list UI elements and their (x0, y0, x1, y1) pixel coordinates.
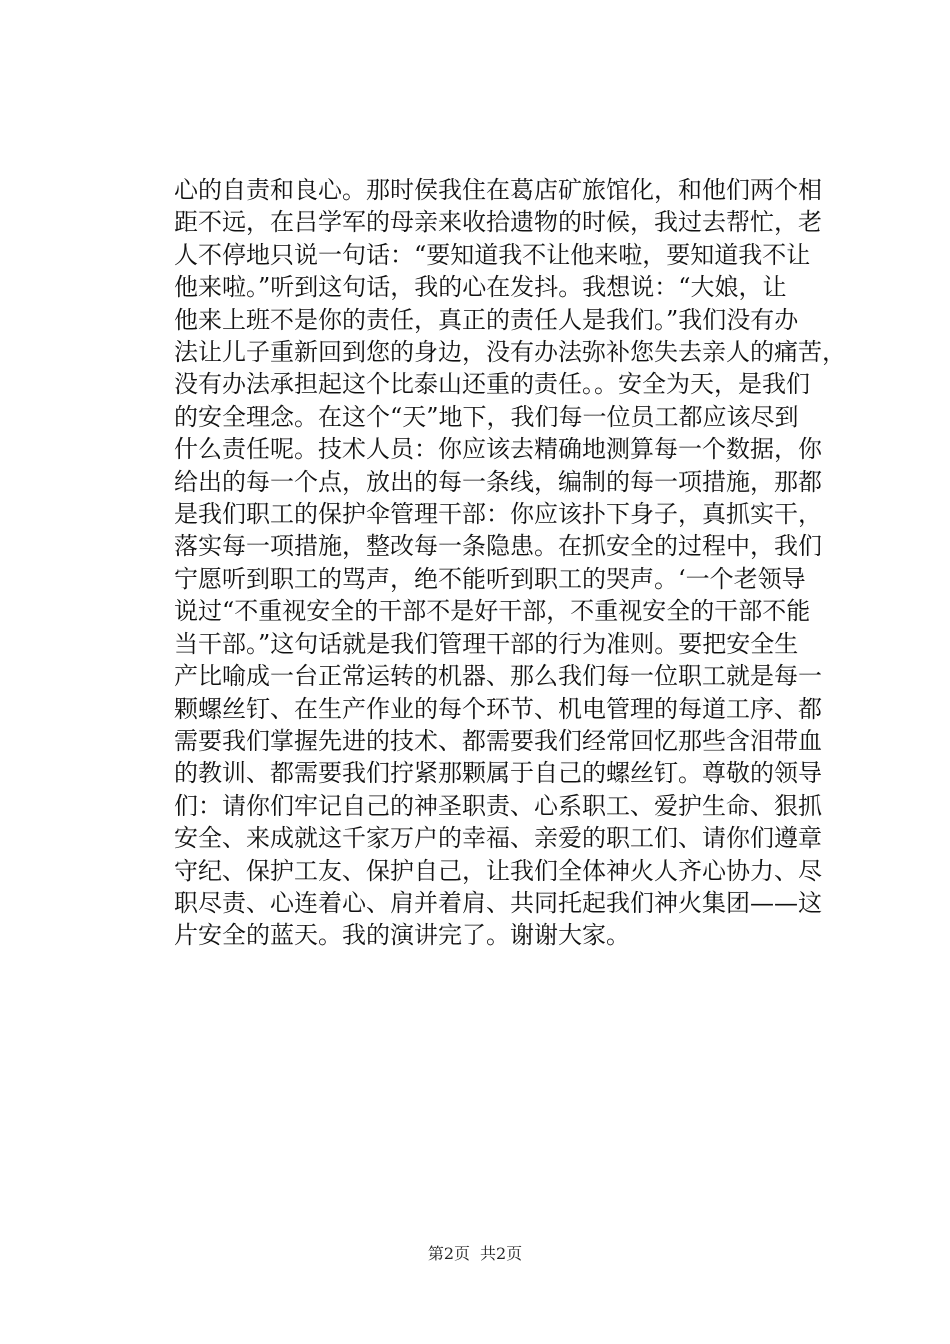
text-line: 他来上班不是你的责任，真正的责任人是我们。”我们没有办 (174, 305, 799, 334)
text-line: 当干部。”这句话就是我们管理干部的行为准则。要把安全生 (174, 629, 799, 658)
text-line: 没有办法承担起这个比泰山还重的责任。。安全为天，是我们 (174, 370, 810, 399)
text-line: 距不远，在吕学军的母亲来收拾遗物的时候，我过去帮忙，老 (174, 208, 822, 237)
text-line: 给出的每一个点，放出的每一条线，编制的每一项措施，那都 (174, 467, 822, 496)
text-line: 安全、来成就这千家万户的幸福、亲爱的职工们、请你们遵章 (174, 824, 822, 853)
text-line: 落实每一项措施，整改每一条隐患。在抓安全的过程中，我们 (174, 532, 822, 561)
text-line: 人不停地只说一句话：“要知道我不让他来啦，要知道我不让 (174, 240, 811, 269)
text-line: 需要我们掌握先进的技术、都需要我们经常回忆那些含泪带血 (174, 726, 822, 755)
text-line: 说过“不重视安全的干部不是好干部，不重视安全的干部不能 (174, 597, 811, 626)
text-line: 们：请你们牢记自己的神圣职责、心系职工、爱护生命、狠抓 (174, 791, 822, 820)
text-line: 是我们职工的保护伞管理干部：你应该扑下身子，真抓实干， (174, 500, 822, 529)
text-line: 产比喻成一台正常运转的机器、那么我们每一位职工就是每一 (174, 662, 822, 691)
text-line: 法让儿子重新回到您的身边，没有办法弥补您失去亲人的痛苦， (174, 338, 846, 367)
text-line: 的安全理念。在这个“天”地下，我们每一位员工都应该尽到 (174, 402, 799, 431)
text-line: 职尽责、心连着心、肩并着肩、共同托起我们神火集团——这 (174, 888, 822, 917)
text-line: 守纪、保护工友、保护自己，让我们全体神火人齐心协力、尽 (174, 856, 822, 885)
speech-body-text (174, 174, 846, 952)
text-line: 什么责任呢。技术人员：你应该去精确地测算每一个数据，你 (174, 435, 822, 464)
text-line: 他来啦。”听到这句话，我的心在发抖。我想说：“大娘，让 (174, 273, 787, 302)
text-line: 颗螺丝钉、在生产作业的每个环节、机电管理的每道工序、都 (174, 694, 822, 723)
text-line: 心的自责和良心。那时侯我住在葛店矿旅馆化，和他们两个相 (174, 176, 822, 204)
text-line: 的教训、都需要我们拧紧那颗属于自己的螺丝钉。尊敬的领导 (174, 759, 822, 788)
text-line: 片安全的蓝天。我的演讲完了。谢谢大家。 (174, 921, 630, 950)
text-line: 宁愿听到职工的骂声，绝不能听到职工的哭声。‘一个老领导 (174, 564, 806, 593)
page-total: 共2页 (480, 1244, 523, 1263)
page-number: 第2页 (427, 1244, 470, 1263)
page-footer (0, 1243, 950, 1265)
